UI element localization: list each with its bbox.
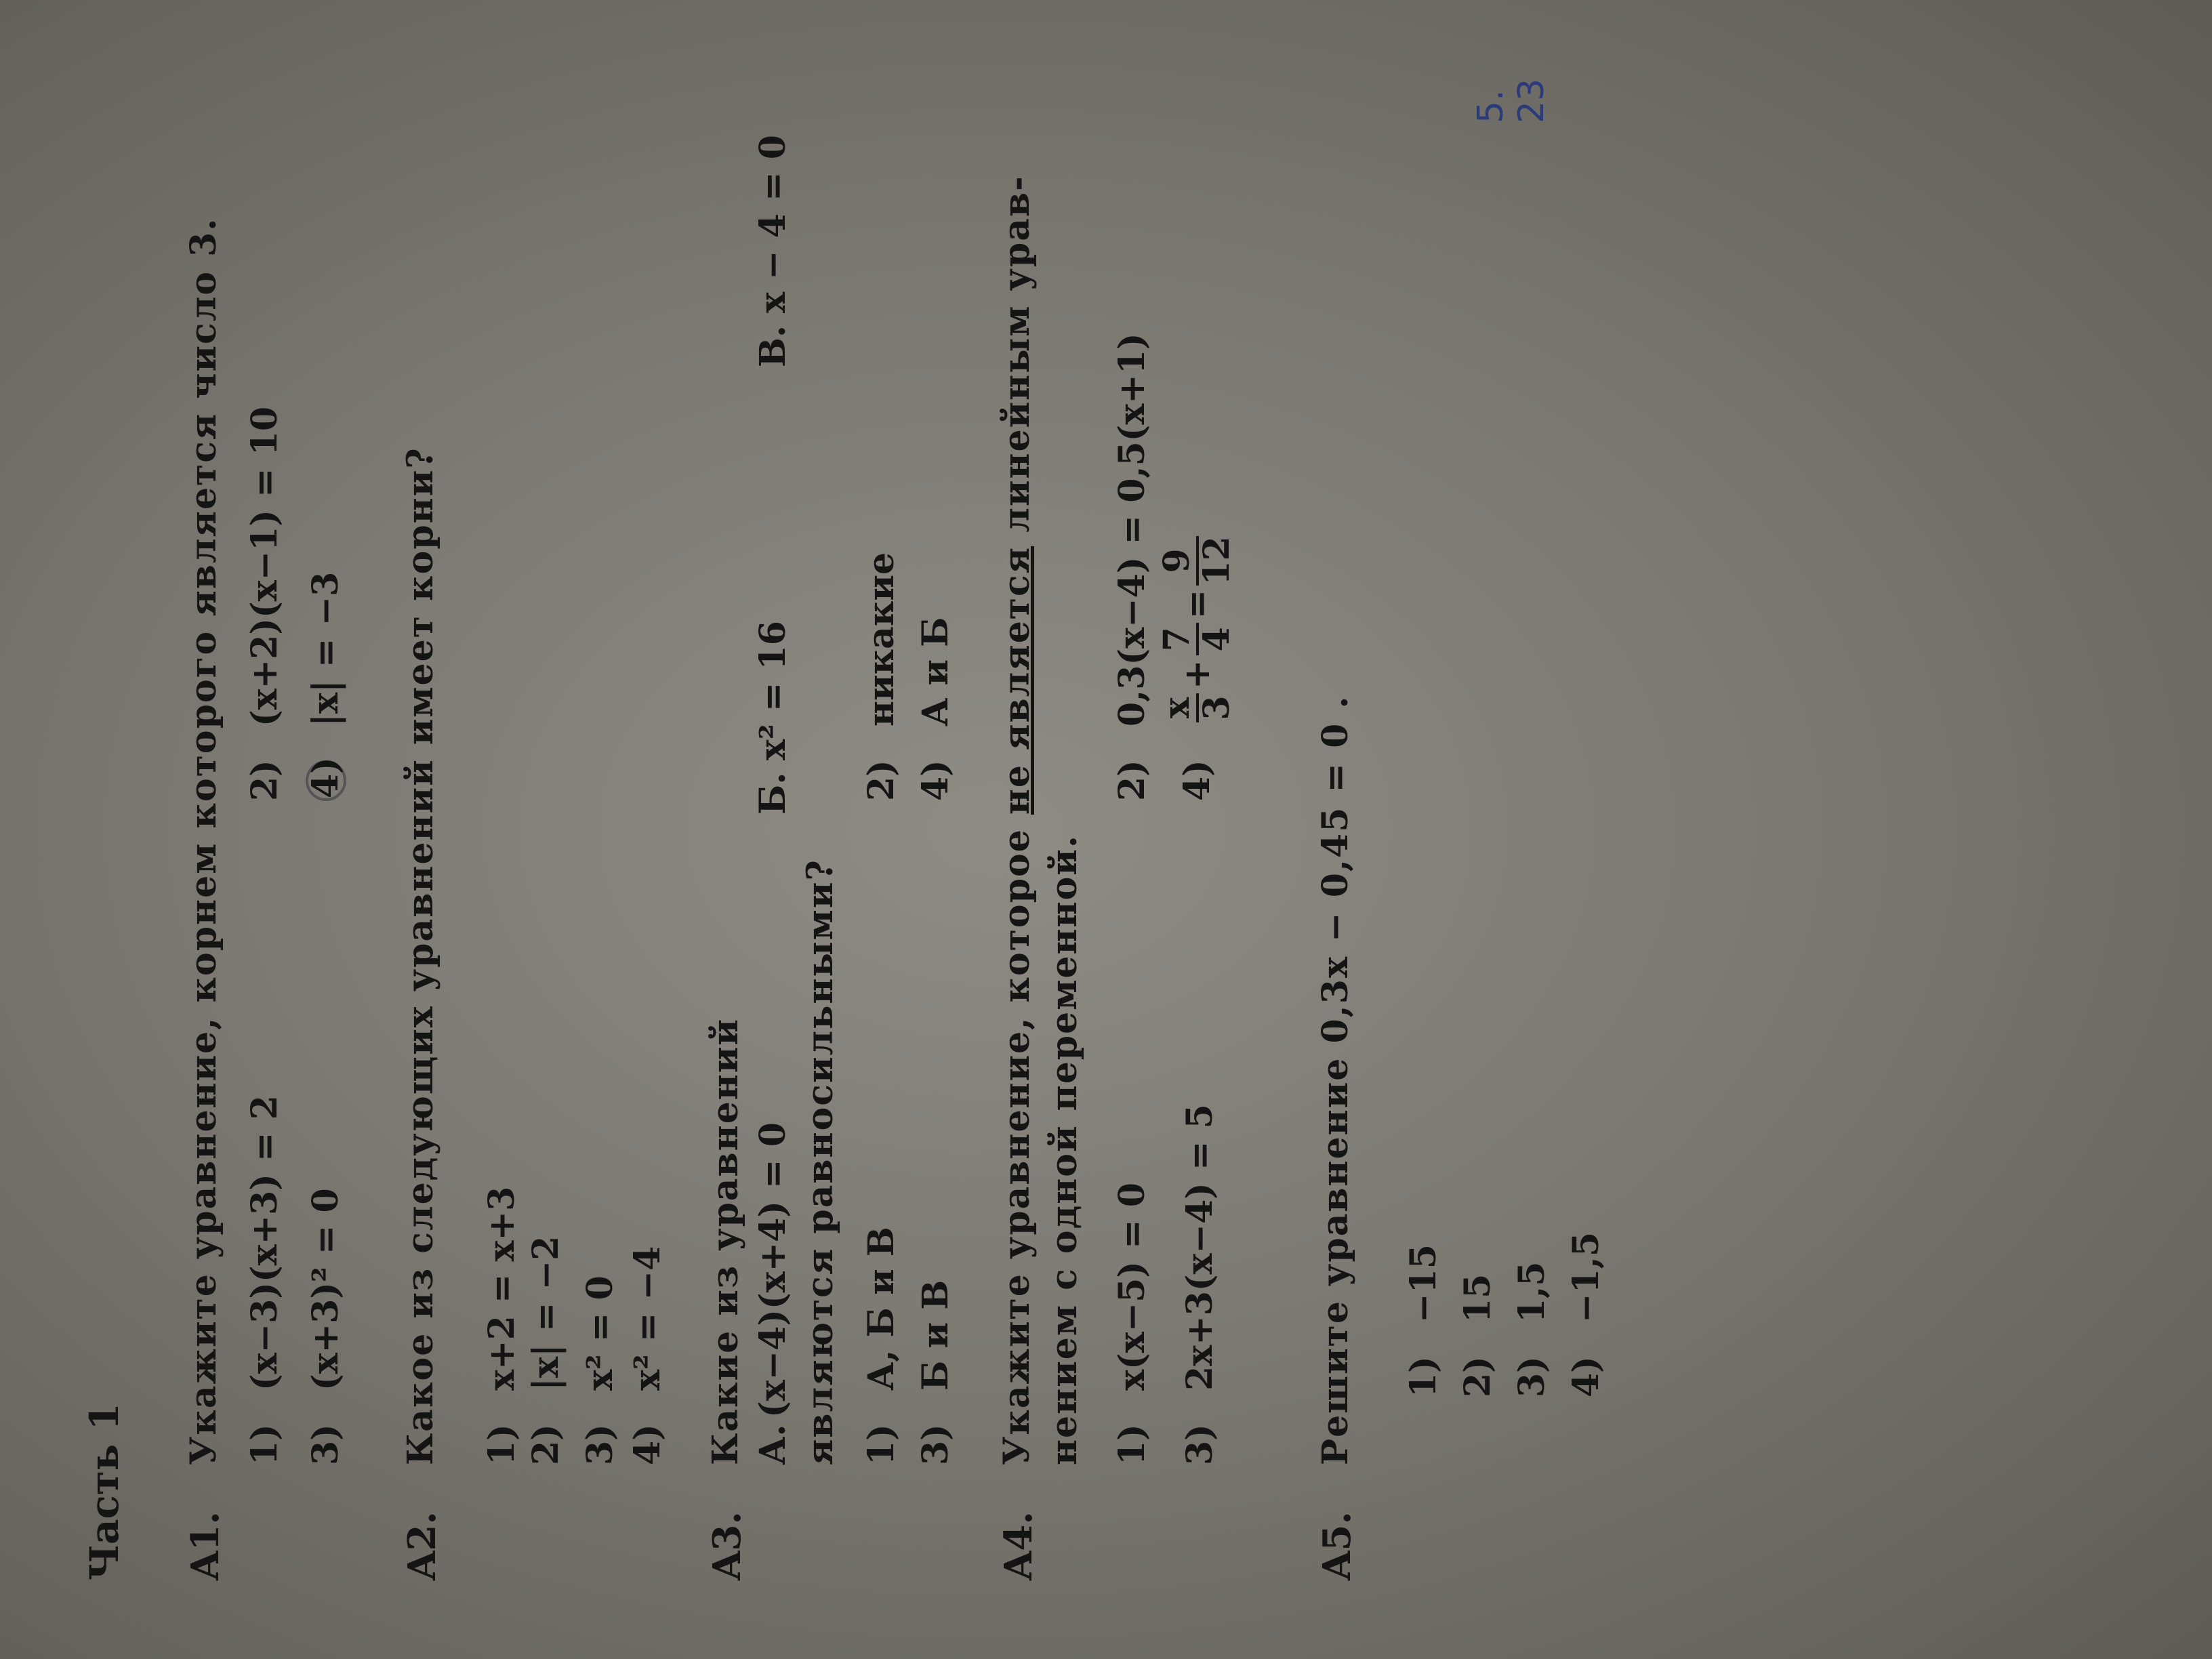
denominator: 12 — [1195, 536, 1237, 586]
option-expr: (x+3)² = 0 — [305, 1188, 346, 1391]
numerator: x — [1159, 693, 1199, 722]
option-expr: (x+2)(x−1) = 10 — [244, 406, 285, 726]
a2-option-1 — [481, 1187, 523, 1465]
option-label: 2) — [861, 760, 902, 801]
option-expr: А, Б и В — [861, 1227, 902, 1391]
question-text-a4-continued: нением с одной переменной. — [1044, 834, 1085, 1465]
circled-answer-mark: 4) — [306, 760, 346, 801]
a2-option-3 — [579, 1275, 621, 1465]
option-label: 2) — [244, 760, 285, 801]
option-expr: 1,5 — [1511, 1261, 1553, 1323]
a1-option-3 — [305, 1188, 346, 1465]
a5-option-2 — [1457, 1274, 1498, 1397]
a4-option-1 — [1111, 1183, 1153, 1465]
option-label: 4) — [1176, 760, 1218, 801]
option-expr: 2x+3(x−4) = 5 — [1179, 1104, 1221, 1391]
handwritten-margin-mark: 5. 23 — [1471, 78, 1552, 123]
option-expr: x² = −4 — [627, 1246, 668, 1391]
question-number-a2: A2. — [400, 1511, 445, 1580]
denominator: 3 — [1195, 695, 1237, 720]
option-label: 1) — [244, 1424, 285, 1465]
a5-option-4 — [1565, 1232, 1607, 1397]
numerator: 9 — [1159, 536, 1199, 585]
a5-option-3 — [1511, 1262, 1553, 1397]
fraction-9-over-12 — [1156, 536, 1237, 586]
option-label: 3) — [915, 1424, 956, 1465]
option-label: 1) — [1111, 1424, 1153, 1465]
equation-expr: x − 4 = 0 — [752, 135, 794, 313]
option-label: 2) — [1457, 1356, 1498, 1397]
option-label: 4) — [915, 760, 956, 801]
question-text-part: Укажите уравнение, которое — [996, 815, 1038, 1465]
a4-option-3 — [1179, 1104, 1221, 1465]
option-expr: 0,3(x−4) = 0,5(x+1) — [1111, 333, 1153, 726]
option-expr: никакие — [861, 552, 902, 726]
equation-label: Б. — [752, 772, 794, 815]
equation-label: А. — [752, 1424, 794, 1465]
option-expr: x(x−5) = 0 — [1111, 1183, 1153, 1391]
equation-label: В. — [752, 325, 794, 367]
option-expr: x² = 0 — [579, 1275, 621, 1391]
plus-sign: + — [1176, 659, 1218, 689]
question-text-a1: Укажите уравнение, корнем которого является число 3. — [183, 217, 224, 1465]
question-text-a3: Какие из уравнений — [705, 1018, 746, 1465]
a3-option-3 — [915, 1280, 956, 1465]
option-label — [305, 726, 346, 801]
option-label: 4) — [627, 1424, 668, 1465]
option-label: 2) — [1111, 760, 1153, 801]
option-label: 4) — [1565, 1356, 1607, 1397]
option-label: 1) — [861, 1424, 902, 1465]
option-label: 1) — [1403, 1356, 1444, 1397]
question-text-part: линейным урав- — [996, 175, 1038, 546]
a3-option-1 — [861, 1227, 902, 1465]
equation-expr: x² = 16 — [752, 621, 794, 760]
a2-option-2 — [525, 1236, 567, 1465]
option-expr: 15 — [1457, 1273, 1498, 1323]
a3-equation-c — [752, 135, 794, 367]
a3-option-2 — [861, 552, 902, 801]
question-number-a5: A5. — [1315, 1511, 1359, 1580]
a2-option-4 — [627, 1246, 668, 1465]
option-expr: |x| = −3 — [305, 571, 346, 726]
option-label: 3) — [1511, 1356, 1553, 1397]
a3-equation-a — [752, 1122, 794, 1465]
option-expr: −15 — [1403, 1244, 1444, 1323]
option-expr: (x−3)(x+3) = 2 — [244, 1095, 285, 1391]
question-text-a5: Решите уравнение 0,3x − 0,45 = 0 . — [1315, 695, 1356, 1465]
option-label: 3) — [305, 1424, 346, 1465]
a4-option-4 — [1156, 532, 1237, 801]
a3-equation-b — [752, 621, 794, 815]
a5-option-1 — [1403, 1244, 1444, 1397]
part-title: Часть 1 — [81, 1403, 127, 1580]
a1-option-4 — [305, 572, 346, 801]
fraction-x-over-3 — [1156, 693, 1237, 722]
equation-expr: (x−4)(x+4) = 0 — [752, 1122, 794, 1418]
option-expr: −1,5 — [1565, 1231, 1607, 1323]
question-text-a4 — [996, 175, 1038, 1465]
a3-option-4 — [915, 617, 956, 801]
rotated-page — [81, 42, 2212, 1580]
question-number-a4: A4. — [996, 1511, 1041, 1580]
numerator: 7 — [1159, 623, 1199, 655]
denominator: 4 — [1195, 627, 1237, 652]
option-label: 2) — [525, 1424, 567, 1465]
question-number-a1: A1. — [183, 1511, 228, 1580]
a1-option-2 — [244, 407, 285, 801]
option-expr: x+2 = x+3 — [481, 1186, 523, 1391]
a1-option-1 — [244, 1095, 285, 1465]
fraction-7-over-4 — [1156, 623, 1237, 655]
option-label: 1) — [481, 1424, 523, 1465]
underlined-emphasis: не является — [996, 546, 1038, 815]
question-text-a2: Какое из следующих уравнений имеет корни? — [400, 447, 441, 1465]
option-expr: Б и В — [915, 1279, 956, 1391]
option-label: 3) — [1179, 1424, 1221, 1465]
question-text-a3-continued: являются равносильными? — [800, 859, 841, 1465]
option-label: 3) — [579, 1424, 621, 1465]
question-number-a3: A3. — [705, 1511, 750, 1580]
a4-option-2 — [1111, 333, 1153, 801]
option-expr: |x| = −2 — [525, 1235, 567, 1391]
equals-sign: = — [1176, 589, 1218, 619]
worksheet-page — [81, 42, 2212, 1580]
option-expr: А и Б — [915, 617, 956, 726]
